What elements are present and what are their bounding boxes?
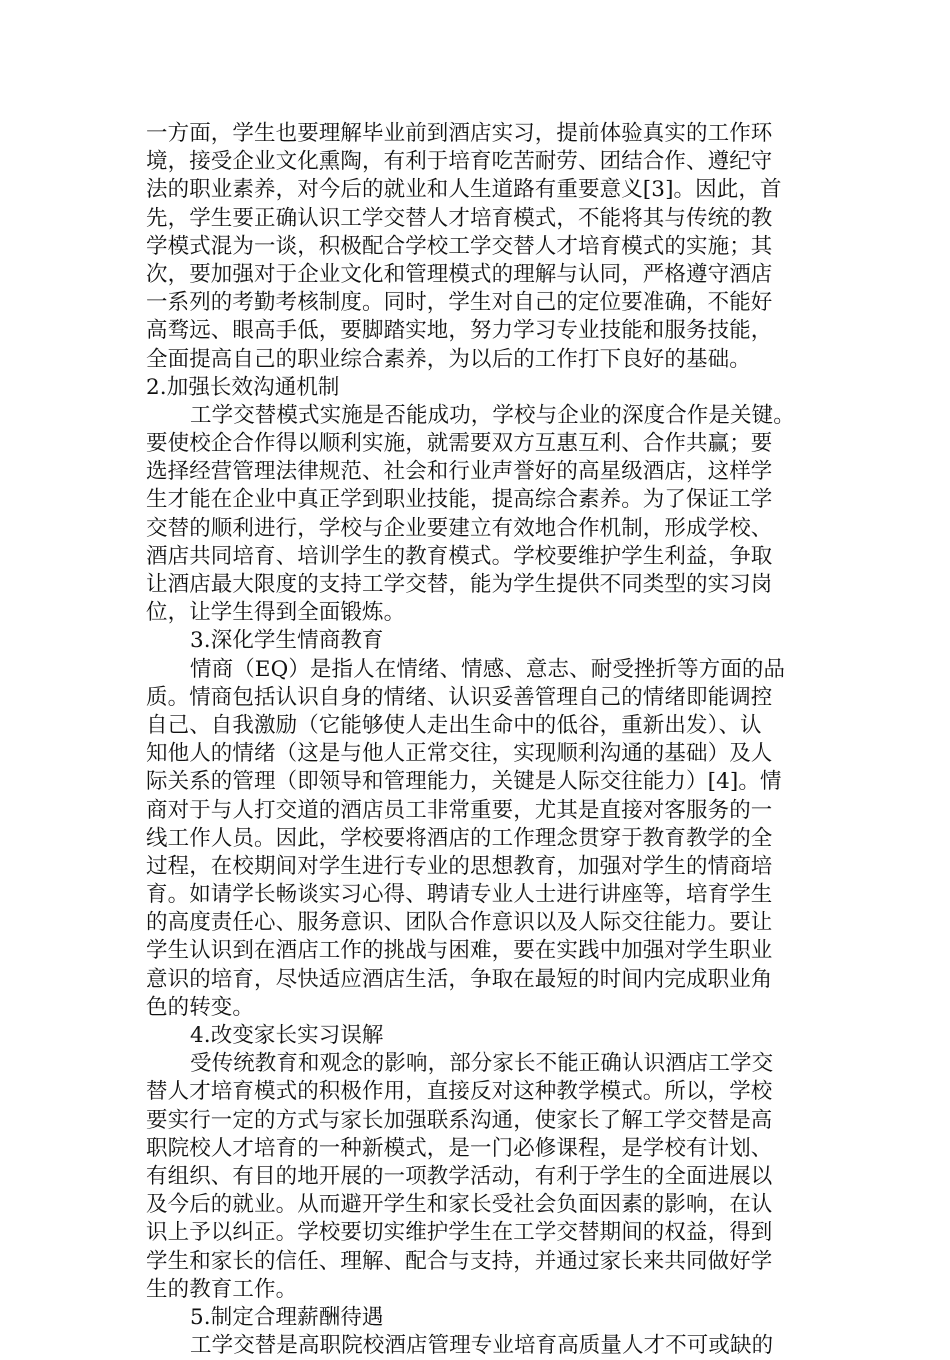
text-line: 自己、自我激励（它能够使人走出生命中的低谷，重新出发）、认 [146, 712, 762, 738]
text-line: 有组织、有目的地开展的一项教学活动，有利于学生的全面进展以 [146, 1163, 773, 1189]
text-line: 意识的培育，尽快适应酒店生活，争取在最短的时间内完成职业角 [146, 966, 773, 992]
text-line: 线工作人员。因此，学校要将酒店的工作理念贯穿于教育教学的全 [146, 825, 773, 851]
text-line: 要使校企合作得以顺利实施，就需要双方互惠互利、合作共赢；要 [146, 431, 773, 457]
text-line: 育。如请学长畅谈实习心得、聘请专业人士进行讲座等，培育学生 [146, 882, 773, 908]
text-line: 学生和家长的信任、理解、配合与支持，并通过家长来共同做好学 [146, 1248, 773, 1274]
section-heading: 3.深化学生情商教育 [190, 628, 384, 654]
text-line: 境，接受企业文化熏陶，有利于培育吃苦耐劳、团结合作、遵纪守 [146, 149, 773, 175]
text-line: 色的转变。 [146, 994, 255, 1020]
text-line: 次，要加强对于企业文化和管理模式的理解与认同，严格遵守酒店 [146, 261, 773, 287]
text-line: 学模式混为一谈，积极配合学校工学交替人才培育模式的实施；其 [146, 233, 773, 259]
text-line: 的高度责任心、服务意识、团队合作意识以及人际交往能力。要让 [146, 910, 773, 936]
text-line: 一方面，学生也要理解毕业前到酒店实习，提前体验真实的工作环 [146, 121, 773, 146]
text-line: 际关系的管理（即领导和管理能力，关键是人际交往能力）[4]。情 [146, 769, 782, 795]
text-line: 高骛远、眼高手低，要脚踏实地，努力学习专业技能和服务技能， [146, 318, 773, 344]
text-line: 位，让学生得到全面锻炼。 [146, 600, 406, 626]
text-line: 及今后的就业。从而避开学生和家长受社会负面因素的影响，在认 [146, 1192, 773, 1218]
text-line: 生才能在企业中真正学到职业技能，提高综合素养。为了保证工学 [146, 487, 773, 513]
text-line: 知他人的情绪（这是与他人正常交往，实现顺利沟通的基础）及人 [146, 741, 773, 767]
text-line: 受传统教育和观念的影响，部分家长不能正确认识酒店工学交 [190, 1051, 774, 1077]
text-line: 酒店共同培育、培训学生的教育模式。学校要维护学生利益，争取 [146, 543, 773, 569]
text-line: 让酒店最大限度的支持工学交替，能为学生提供不同类型的实习岗 [146, 572, 773, 597]
section-heading: 4.改变家长实习误解 [190, 1023, 384, 1048]
text-line: 法的职业素养，对今后的就业和人生道路有重要意义[3]。因此，首 [146, 177, 782, 203]
text-line: 交替的顺利进行，学校与企业要建立有效地合作机制，形成学校、 [146, 515, 773, 541]
text-line: 选择经营管理法律规范、社会和行业声誉好的高星级酒店，这样学 [146, 459, 773, 485]
text-line: 替人才培育模式的积极作用，直接反对这种教学模式。所以，学校 [146, 1079, 773, 1105]
document-page [146, 120, 806, 1360]
text-line: 质。情商包括认识自身的情绪、认识妥善管理自己的情绪即能调控 [146, 684, 773, 710]
text-line: 商对于与人打交道的酒店员工非常重要，尤其是直接对客服务的一 [146, 797, 773, 823]
text-line: 全面提高自己的职业综合素养，为以后的工作打下良好的基础。 [146, 346, 751, 372]
section-heading: 2.加强长效沟通机制 [146, 374, 340, 400]
text-line: 要实行一定的方式与家长加强联系沟通，使家长了解工学交替是高 [146, 1107, 773, 1133]
text-line: 工学交替是高职院校酒店管理专业培育高质量人才不可或缺的 [190, 1333, 774, 1359]
text-line: 先，学生要正确认识工学交替人才培育模式，不能将其与传统的教 [146, 205, 773, 231]
text-line: 一系列的考勤考核制度。同时，学生对自己的定位要准确，不能好 [146, 290, 773, 316]
text-line: 学生认识到在酒店工作的挑战与困难，要在实践中加强对学生职业 [146, 938, 773, 964]
text-line: 生的教育工作。 [146, 1276, 298, 1302]
text-line: 工学交替模式实施是否能成功，学校与企业的深度合作是关键。 [190, 402, 795, 428]
text-line: 职院校人才培育的一种新模式，是一门必修课程，是学校有计划、 [146, 1135, 773, 1161]
section-heading: 5.制定合理薪酬待遇 [190, 1304, 384, 1330]
text-line: 识上予以纠正。学校要切实维护学生在工学交替期间的权益，得到 [146, 1220, 773, 1246]
text-line: 情商（EQ）是指人在情绪、情感、意志、耐受挫折等方面的品 [190, 656, 786, 682]
text-line: 过程，在校期间对学生进行专业的思想教育，加强对学生的情商培 [146, 853, 773, 879]
